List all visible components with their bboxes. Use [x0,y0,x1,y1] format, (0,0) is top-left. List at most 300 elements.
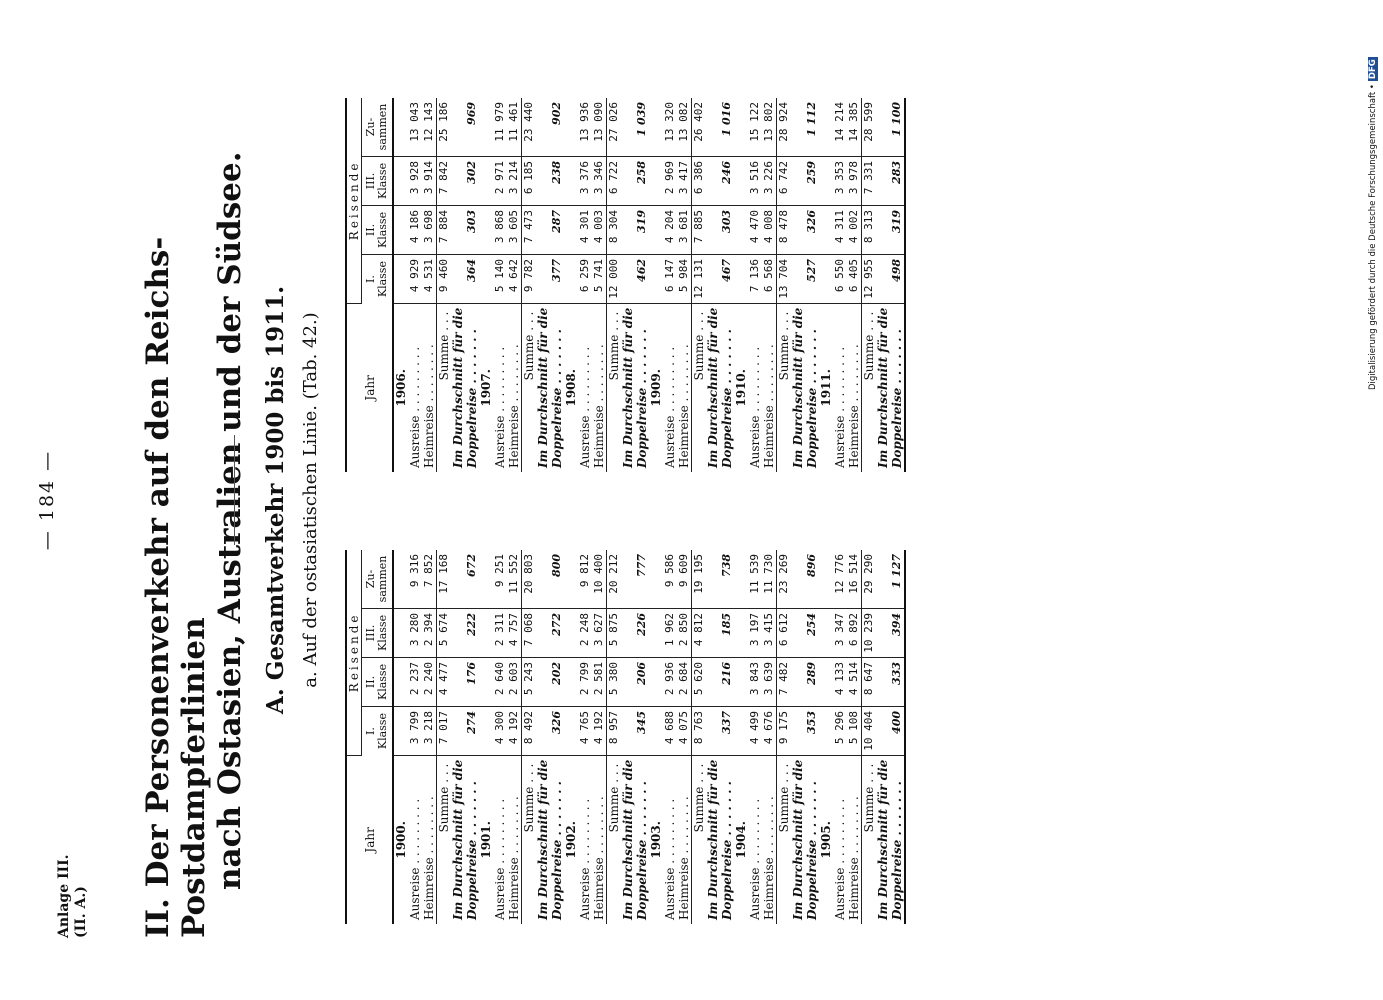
cell-aus-3: 13 936 [578,98,592,157]
summe-row [607,550,622,924]
cell-heim-2: 3 415 [762,608,777,657]
summe-row [777,550,792,924]
cell-aus-2: 3 347 [833,608,847,657]
cell-avg-2: 254 [805,608,819,657]
label-heimreise: Heimreise . . . . . . . . [507,344,521,468]
cell-aus-0: 4 300 [493,706,507,755]
label-average-2: Doppelreise . . . . . . . [805,781,819,920]
label-average-2: Doppelreise . . . . . . . [550,329,564,468]
ausreise-row [493,550,507,924]
cell-summe-0: 12 955 [862,254,877,303]
cell-avg-1: 319 [635,205,649,254]
cell-aus-1: 2 799 [578,657,592,706]
cell-avg-2: 222 [465,608,479,657]
cell-heim-1: 3 639 [762,657,777,706]
label-heimreise: Heimreise . . . . . . . . [507,796,521,920]
cell-aus-1: 4 470 [748,205,762,254]
cell-summe-3: 27 026 [607,98,622,157]
cell-aus-1: 4 301 [578,205,592,254]
cell-summe-2: 6 386 [692,156,707,205]
heimreise-row [762,550,777,924]
cell-heim-0: 4 192 [507,706,522,755]
label-heimreise: Heimreise . . . . . . . . [847,796,861,920]
cell-avg-1: 202 [550,657,564,706]
label-average-1: Im Durchschnitt für die [621,759,635,920]
cell-summe-1: 8 313 [862,205,877,254]
summe-row [862,550,877,924]
cell-summe-2: 7 331 [862,156,877,205]
label-summe: Summe . . . [692,303,707,472]
cell-aus-2: 3 516 [748,156,762,205]
cell-avg-0: 274 [465,706,479,755]
label-average-2: Doppelreise . . . . . . . [890,755,905,924]
average-values-row [805,550,819,924]
label-summe: Summe . . . [522,755,537,924]
cell-avg-0: 337 [720,706,734,755]
heimreise-row [847,550,862,924]
cell-aus-0: 4 765 [578,706,592,755]
cell-heim-2: 3 978 [847,156,862,205]
ausreise-row [408,98,422,472]
label-summe: Summe . . . [437,303,452,472]
year-row [479,550,493,924]
page-title [140,0,248,938]
cell-avg-0: 326 [550,706,564,755]
year-row [819,550,833,924]
cell-avg-2: 259 [805,156,819,205]
cell-heim-2: 4 757 [507,608,522,657]
cell-heim-1: 2 581 [592,657,607,706]
year-row [649,98,663,472]
label-average-2: Doppelreise . . . . . . . [720,329,734,468]
label-average-1: Im Durchschnitt für die [621,307,635,468]
cell-aus-1: 4 311 [833,205,847,254]
year-row [393,550,408,924]
year-label: 1900. [394,821,408,859]
label-heimreise: Heimreise . . . . . . . . [762,796,776,920]
label-average-2: Doppelreise . . . . . . . [635,329,649,468]
ausreise-row [663,550,677,924]
year-row [649,550,663,924]
label-summe: Summe . . . [777,303,792,472]
summe-row [862,98,877,472]
heimreise-row [592,98,607,472]
cell-summe-3: 17 168 [437,550,452,609]
cell-aus-2: 3 376 [578,156,592,205]
label-ausreise: Ausreise . . . . . . . . . [833,346,847,468]
cell-summe-3: 19 195 [692,550,707,609]
cell-summe-2: 7 068 [522,608,537,657]
average-row [536,98,550,472]
col-header-klasse-1: I. Klasse [362,254,394,303]
cell-heim-2: 2 850 [677,608,692,657]
label-summe: Summe . . . [607,755,622,924]
label-average-1: Im Durchschnitt für die [706,759,720,920]
cell-heim-2: 3 627 [592,608,607,657]
year-label: 1905. [819,821,833,859]
cell-summe-1: 7 884 [437,205,452,254]
cell-avg-3: 1 016 [720,98,734,157]
label-average-1: Im Durchschnitt für die [451,307,465,468]
label-heimreise: Heimreise . . . . . . . . [762,344,776,468]
cell-summe-0: 9 175 [777,706,792,755]
average-row [451,550,465,924]
cell-aus-3: 9 586 [663,550,677,609]
cell-summe-3: 28 924 [777,98,792,157]
cell-avg-2: 302 [465,156,479,205]
table-1900-1905 [345,550,906,924]
cell-aus-0: 6 147 [663,254,677,303]
cell-heim-1: 4 008 [762,205,777,254]
label-average-2: Doppelreise . . . . . . . [720,781,734,920]
cell-heim-3: 13 082 [677,98,692,157]
cell-aus-0: 4 929 [408,254,422,303]
cell-aus-3: 11 979 [493,98,507,157]
cell-avg-0: 467 [720,254,734,303]
cell-aus-0: 7 136 [748,254,762,303]
average-values-row [465,550,479,924]
heimreise-row [677,550,692,924]
heimreise-row [847,98,862,472]
heimreise-row [507,98,522,472]
cell-summe-0: 8 763 [692,706,707,755]
col-header-reisende: Reisende [346,550,362,755]
cell-aus-1: 3 868 [493,205,507,254]
cell-avg-3: 1 039 [635,98,649,157]
col-header-jahr: Jahr [346,755,393,924]
heimreise-row [507,550,522,924]
cell-heim-2: 2 394 [422,608,437,657]
cell-heim-3: 7 852 [422,550,437,609]
cell-aus-0: 5 296 [833,706,847,755]
year-row [564,98,578,472]
cell-aus-1: 4 133 [833,657,847,706]
summe-row [777,98,792,472]
cell-summe-0: 7 017 [437,706,452,755]
cell-summe-2: 4 812 [692,608,707,657]
year-label: 1907. [479,369,493,407]
cell-avg-3: 1 112 [805,98,819,157]
cell-avg-2: 238 [550,156,564,205]
page-number: — 184 — [36,449,58,551]
cell-avg-0: 527 [805,254,819,303]
average-row [876,98,890,472]
average-row [621,98,635,472]
cell-aus-0: 4 499 [748,706,762,755]
cell-heim-3: 16 514 [847,550,862,609]
title-divider [234,435,235,545]
cell-summe-1: 5 620 [692,657,707,706]
cell-aus-1: 3 843 [748,657,762,706]
label-average-2: Doppelreise . . . . . . . [465,781,479,920]
summe-row [437,98,452,472]
cell-heim-3: 9 609 [677,550,692,609]
average-row [451,98,465,472]
label-heimreise: Heimreise . . . . . . . . [422,344,436,468]
year-label: 1903. [649,821,663,859]
label-heimreise: Heimreise . . . . . . . . [592,344,606,468]
cell-heim-1: 3 698 [422,205,437,254]
cell-heim-1: 2 603 [507,657,522,706]
cell-aus-2: 3 928 [408,156,422,205]
year-label: 1909. [649,369,663,407]
cell-summe-1: 8 304 [607,205,622,254]
cell-summe-3: 23 440 [522,98,537,157]
cell-avg-0: 498 [890,254,905,303]
label-ausreise: Ausreise . . . . . . . . . [748,798,762,920]
cell-summe-1: 5 243 [522,657,537,706]
cell-aus-3: 11 539 [748,550,762,609]
cell-heim-1: 4 003 [592,205,607,254]
cell-summe-3: 29 290 [862,550,877,609]
cell-avg-1: 303 [720,205,734,254]
cell-heim-3: 14 385 [847,98,862,157]
cell-summe-3: 20 212 [607,550,622,609]
cell-summe-3: 23 269 [777,550,792,609]
label-ausreise: Ausreise . . . . . . . . . [833,798,847,920]
cell-aus-2: 3 280 [408,608,422,657]
cell-summe-1: 5 380 [607,657,622,706]
cell-avg-1: 326 [805,205,819,254]
cell-heim-0: 4 531 [422,254,437,303]
label-heimreise: Heimreise . . . . . . . . [677,344,691,468]
label-average-1: Im Durchschnitt für die [706,307,720,468]
cell-avg-3: 969 [465,98,479,157]
cell-heim-0: 6 568 [762,254,777,303]
page-title-line1: II. Der Personenverkehr auf den Reichs-Postdampferlinien [140,236,212,938]
cell-aus-3: 13 320 [663,98,677,157]
average-row [791,98,805,472]
cell-summe-1: 7 473 [522,205,537,254]
year-label: 1906. [394,369,408,407]
label-ausreise: Ausreise . . . . . . . . . [663,346,677,468]
cell-heim-0: 3 218 [422,706,437,755]
cell-summe-1: 8 478 [777,205,792,254]
average-row [791,550,805,924]
cell-avg-2: 226 [635,608,649,657]
cell-summe-2: 6 185 [522,156,537,205]
label-ausreise: Ausreise . . . . . . . . . [748,346,762,468]
label-ausreise: Ausreise . . . . . . . . . [493,798,507,920]
cell-summe-1: 8 647 [862,657,877,706]
cell-avg-3: 1 127 [890,550,905,609]
label-summe: Summe . . . [692,755,707,924]
average-values-row [720,550,734,924]
ausreise-row [663,98,677,472]
col-header-zusammen: Zu- sammen [362,98,394,157]
col-header-klasse-2: II. Klasse [362,657,394,706]
heimreise-row [762,98,777,472]
label-heimreise: Heimreise . . . . . . . . [677,796,691,920]
cell-avg-3: 800 [550,550,564,609]
table-1906-1911 [345,98,906,472]
ausreise-row [578,550,592,924]
label-average-1: Im Durchschnitt für die [536,759,550,920]
label-heimreise: Heimreise . . . . . . . . [422,796,436,920]
cell-avg-0: 353 [805,706,819,755]
label-summe: Summe . . . [862,755,877,924]
dfg-logo: DFG [1368,59,1378,80]
label-average-2: Doppelreise . . . . . . . [890,303,905,472]
label-ausreise: Ausreise . . . . . . . . . [408,346,422,468]
cell-heim-1: 2 240 [422,657,437,706]
cell-avg-2: 258 [635,156,649,205]
label-summe: Summe . . . [522,303,537,472]
cell-summe-0: 13 704 [777,254,792,303]
cell-avg-3: 902 [550,98,564,157]
cell-summe-3: 28 599 [862,98,877,157]
year-label: 1901. [479,821,493,859]
page-title-line2: nach Ostasien, Australien und der Südsee. [212,151,248,890]
cell-summe-0: 8 492 [522,706,537,755]
cell-heim-0: 5 741 [592,254,607,303]
cell-heim-2: 3 914 [422,156,437,205]
label-average-1: Im Durchschnitt für die [536,307,550,468]
cell-aus-3: 9 812 [578,550,592,609]
cell-heim-1: 4 514 [847,657,862,706]
cell-heim-1: 2 684 [677,657,692,706]
cell-avg-1: 176 [465,657,479,706]
cell-summe-1: 7 482 [777,657,792,706]
cell-avg-1: 287 [550,205,564,254]
average-row [706,550,720,924]
cell-heim-0: 4 676 [762,706,777,755]
summe-row [692,550,707,924]
cell-aus-3: 9 316 [408,550,422,609]
label-average-2: Doppelreise . . . . . . . [465,329,479,468]
ausreise-row [578,98,592,472]
label-average-1: Im Durchschnitt für die [451,759,465,920]
label-summe: Summe . . . [607,303,622,472]
col-header-klasse-3: III. Klasse [362,608,394,657]
cell-avg-1: 206 [635,657,649,706]
cell-summe-3: 25 186 [437,98,452,157]
cell-avg-1: 289 [805,657,819,706]
cell-aus-2: 2 311 [493,608,507,657]
cell-aus-2: 2 971 [493,156,507,205]
label-ausreise: Ausreise . . . . . . . . . [408,798,422,920]
cell-heim-3: 10 400 [592,550,607,609]
cell-avg-2: 185 [720,608,734,657]
cell-heim-2: 3 214 [507,156,522,205]
cell-summe-1: 7 885 [692,205,707,254]
average-values-row [805,98,819,472]
appendix-label [56,854,90,938]
cell-avg-0: 364 [465,254,479,303]
heimreise-row [677,98,692,472]
label-average-1: Im Durchschnitt für die [876,307,890,468]
cell-summe-0: 9 460 [437,254,452,303]
cell-summe-0: 12 131 [692,254,707,303]
cell-avg-3: 672 [465,550,479,609]
col-header-jahr: Jahr [346,303,393,472]
col-header-klasse-2: II. Klasse [362,205,394,254]
cell-aus-3: 14 214 [833,98,847,157]
col-header-klasse-1: I. Klasse [362,706,394,755]
summe-row [607,98,622,472]
col-header-reisende: Reisende [346,98,362,303]
col-header-zusammen: Zu- sammen [362,550,394,609]
cell-avg-0: 345 [635,706,649,755]
cell-summe-1: 4 477 [437,657,452,706]
year-row [393,98,408,472]
summe-row [522,98,537,472]
cell-aus-0: 6 259 [578,254,592,303]
cell-summe-2: 5 674 [437,608,452,657]
cell-summe-2: 6 742 [777,156,792,205]
cell-aus-3: 9 251 [493,550,507,609]
cell-heim-3: 13 802 [762,98,777,157]
cell-heim-0: 5 108 [847,706,862,755]
heimreise-row [422,550,437,924]
ausreise-row [833,550,847,924]
cell-heim-2: 6 892 [847,608,862,657]
cell-summe-2: 7 842 [437,156,452,205]
year-label: 1910. [734,369,748,407]
cell-heim-0: 4 642 [507,254,522,303]
cell-avg-2: 394 [890,608,905,657]
average-row [876,550,890,924]
cell-aus-3: 13 043 [408,98,422,157]
appendix-label-line1: Anlage III. [56,854,72,938]
summe-row [692,98,707,472]
cell-summe-0: 8 957 [607,706,622,755]
cell-avg-0: 377 [550,254,564,303]
average-row [706,98,720,472]
cell-summe-3: 26 402 [692,98,707,157]
year-row [479,98,493,472]
cell-aus-1: 2 237 [408,657,422,706]
ausreise-row [833,98,847,472]
average-values-row [890,98,905,472]
cell-avg-3: 1 100 [890,98,905,157]
cell-heim-1: 3 605 [507,205,522,254]
label-ausreise: Ausreise . . . . . . . . . [578,346,592,468]
average-values-row [550,98,564,472]
cell-summe-3: 20 803 [522,550,537,609]
cell-summe-2: 6 722 [607,156,622,205]
cell-avg-3: 738 [720,550,734,609]
cell-avg-1: 333 [890,657,905,706]
label-heimreise: Heimreise . . . . . . . . [592,796,606,920]
summe-row [522,550,537,924]
label-summe: Summe . . . [862,303,877,472]
label-average-1: Im Durchschnitt für die [791,307,805,468]
average-values-row [720,98,734,472]
cell-summe-2: 10 239 [862,608,877,657]
cell-avg-0: 400 [890,706,905,755]
cell-aus-1: 2 936 [663,657,677,706]
cell-summe-0: 10 404 [862,706,877,755]
average-values-row [890,550,905,924]
cell-heim-0: 5 984 [677,254,692,303]
cell-heim-1: 3 681 [677,205,692,254]
cell-avg-3: 777 [635,550,649,609]
cell-avg-2: 246 [720,156,734,205]
year-label: 1911. [819,369,833,407]
cell-summe-0: 9 782 [522,254,537,303]
cell-avg-0: 462 [635,254,649,303]
cell-heim-0: 4 192 [592,706,607,755]
heimreise-row [592,550,607,924]
cell-aus-0: 4 688 [663,706,677,755]
appendix-label-line2: (II. A.) [73,886,89,938]
cell-avg-2: 283 [890,156,905,205]
cell-heim-2: 3 226 [762,156,777,205]
cell-heim-2: 3 346 [592,156,607,205]
year-row [734,550,748,924]
label-ausreise: Ausreise . . . . . . . . . [663,798,677,920]
